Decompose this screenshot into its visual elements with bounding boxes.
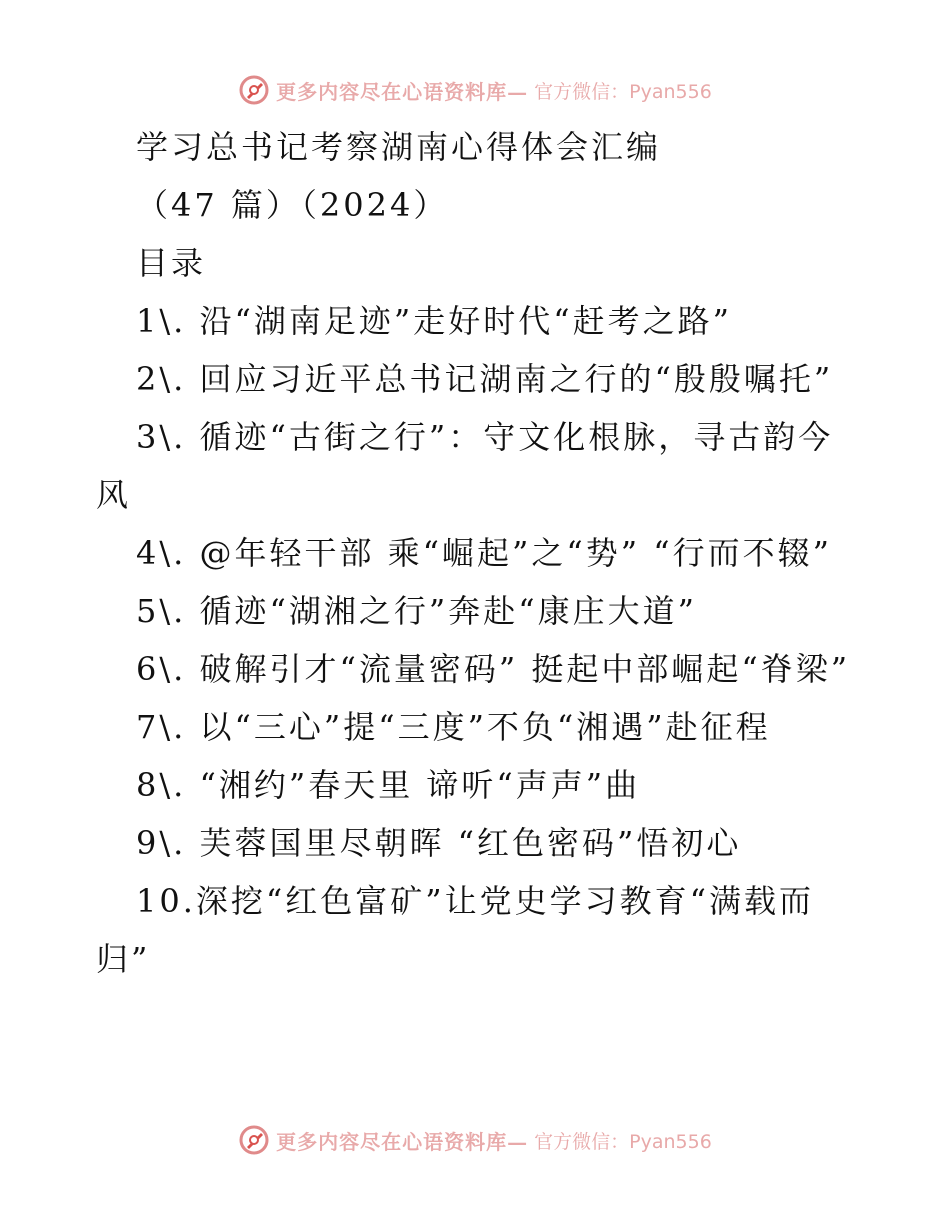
toc-item: 8\. “湘约”春天里 谛听“声声”曲	[136, 766, 641, 804]
header-watermark	[0, 70, 950, 110]
watermark-contact-text: 官方微信：Pyan556	[534, 80, 712, 103]
document-title: 学习总书记考察湖南心得体会汇编	[136, 128, 662, 166]
watermark-site-text: 更多内容尽在心语资料库—	[276, 1129, 529, 1154]
watermark-site-text: 更多内容尽在心语资料库—	[276, 79, 529, 104]
toc-item: 9\. 芙蓉国里尽朝晖 “红色密码”悟初心	[136, 824, 742, 862]
toc-item: 2\. 回应习近平总书记湖南之行的“殷殷嘱托”	[136, 360, 834, 398]
toc-item: 5\. 循迹“湖湘之行”奔赴“康庄大道”	[136, 592, 697, 630]
toc-item: 7\. 以“三心”提“三度”不负“湘遇”赴征程	[136, 708, 771, 746]
document-body	[96, 118, 856, 988]
watermark-contact-text: 官方微信：Pyan556	[534, 1130, 712, 1153]
toc-item: 6\. 破解引才“流量密码” 挺起中部崛起“脊梁”	[136, 650, 851, 688]
toc-item: 4\. @年轻干部 乘“崛起”之“势” “行而不辍”	[136, 534, 832, 572]
toc-heading: 目录	[136, 244, 207, 282]
logo-icon	[238, 74, 270, 106]
document-subtitle: （47 篇）（2024）	[136, 186, 449, 224]
logo-icon	[238, 1124, 270, 1156]
toc-item: 1\. 沿“湖南足迹”走好时代“赶考之路”	[136, 302, 732, 340]
footer-watermark	[0, 1120, 950, 1160]
toc-item: 10.深挖“红色富矿”让党史学习教育“满载而归”	[96, 882, 814, 978]
toc-item: 3\. 循迹“古街之行”：守文化根脉，寻古韵今风	[96, 418, 834, 514]
